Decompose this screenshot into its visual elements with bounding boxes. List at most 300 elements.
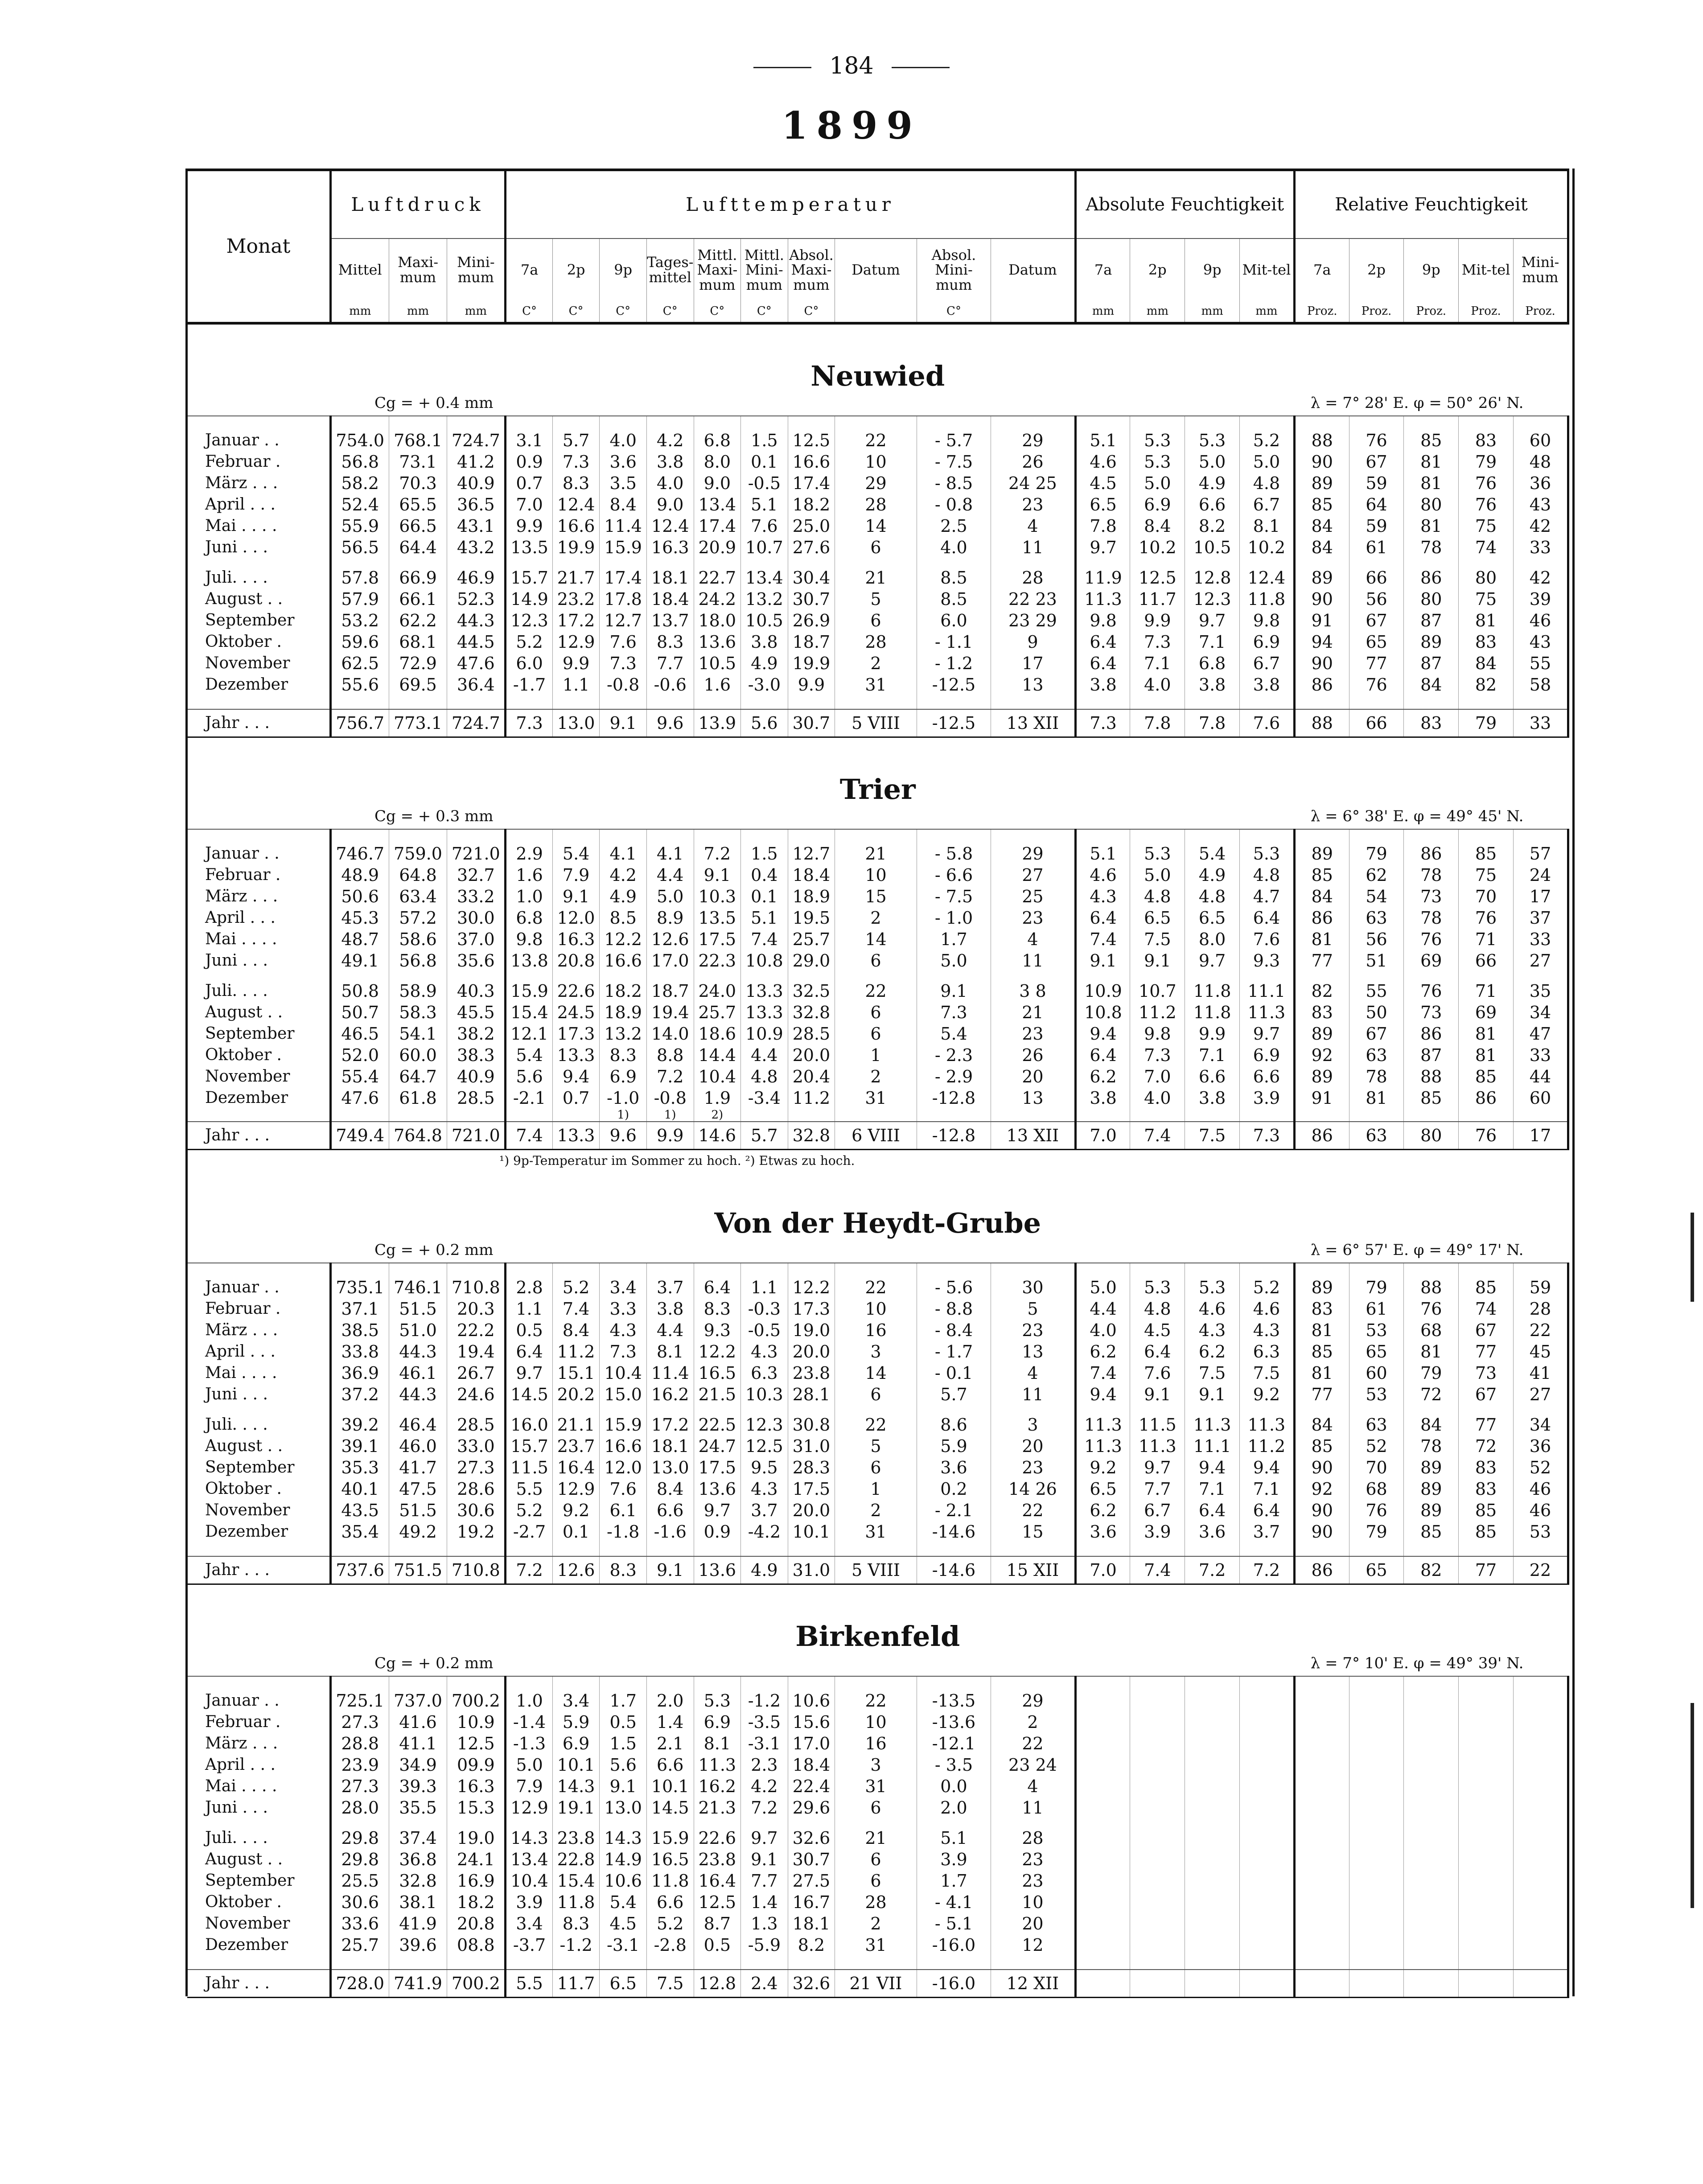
data-cell: 7.4 bbox=[506, 1122, 553, 1150]
data-cell: 4.2 bbox=[600, 864, 647, 886]
data-cell: 9.6 bbox=[646, 709, 694, 737]
data-cell: 51.0 bbox=[389, 1320, 447, 1341]
spacer-cell bbox=[1240, 695, 1295, 709]
data-cell: 11.9 bbox=[1075, 567, 1130, 588]
data-cell: 7.5 bbox=[1185, 1362, 1240, 1384]
spacer-cell bbox=[694, 1956, 741, 1970]
data-cell: 18.6 bbox=[694, 1023, 741, 1045]
data-cell: 17.5 bbox=[694, 1457, 741, 1478]
data-cell: 28.0 bbox=[330, 1797, 389, 1818]
data-cell: 9.1 bbox=[1130, 1384, 1185, 1405]
data-cell: 19.0 bbox=[788, 1320, 835, 1341]
data-cell: -1.7 bbox=[506, 674, 553, 695]
data-cell: 9.1 bbox=[1075, 950, 1130, 971]
month-label: April . . . bbox=[187, 1341, 330, 1362]
data-cell: 81 bbox=[1349, 1087, 1404, 1109]
data-cell: 65 bbox=[1349, 1556, 1404, 1584]
spacer-cell bbox=[917, 1405, 991, 1414]
data-cell: 9.1 bbox=[600, 1776, 647, 1797]
data-cell: - 8.8 bbox=[917, 1298, 991, 1320]
footnote-mark-cell bbox=[835, 1109, 917, 1122]
data-cell: 46.5 bbox=[330, 1023, 389, 1045]
data-cell: 81 bbox=[1294, 1320, 1349, 1341]
data-cell bbox=[1240, 1827, 1295, 1849]
data-cell: 58.3 bbox=[389, 1002, 447, 1023]
spacer-cell bbox=[788, 1405, 835, 1414]
data-cell: 35.3 bbox=[330, 1457, 389, 1478]
spacer-cell bbox=[1349, 416, 1404, 430]
data-cell: 12.2 bbox=[694, 1341, 741, 1362]
data-cell: 15.7 bbox=[506, 1435, 553, 1457]
data-cell: 8.3 bbox=[600, 1045, 647, 1066]
data-cell: 5.0 bbox=[1185, 451, 1240, 473]
data-cell bbox=[1459, 1711, 1514, 1733]
column-unit: C° bbox=[788, 301, 835, 323]
data-cell bbox=[1459, 1913, 1514, 1934]
data-cell: 10.1 bbox=[552, 1754, 600, 1776]
spacer-cell bbox=[1075, 695, 1130, 709]
spacer-cell bbox=[1130, 1405, 1185, 1414]
spacer-cell bbox=[1185, 1818, 1240, 1827]
spacer-cell bbox=[1404, 1956, 1459, 1970]
data-cell: - 1.0 bbox=[917, 907, 991, 929]
data-cell bbox=[1240, 1711, 1295, 1733]
table-row bbox=[187, 950, 1568, 971]
column-header: Datum bbox=[835, 239, 917, 301]
data-cell: 0.1 bbox=[741, 451, 788, 473]
data-cell: 3.7 bbox=[741, 1500, 788, 1521]
data-cell: 56.8 bbox=[330, 451, 389, 473]
data-cell: 24.6 bbox=[447, 1384, 506, 1405]
data-cell: 5.7 bbox=[741, 1122, 788, 1150]
spacer-row bbox=[187, 1405, 1568, 1414]
spacer-cell bbox=[741, 416, 788, 430]
data-cell: 4.2 bbox=[646, 430, 694, 451]
data-cell bbox=[1075, 1797, 1130, 1818]
data-cell bbox=[1185, 1849, 1240, 1870]
data-cell: 52.3 bbox=[447, 588, 506, 610]
data-cell: 0.1 bbox=[552, 1521, 600, 1542]
data-cell: 12.2 bbox=[788, 1277, 835, 1298]
spacer-cell bbox=[917, 971, 991, 980]
data-cell: 36.4 bbox=[447, 674, 506, 695]
data-cell: 66.9 bbox=[389, 567, 447, 588]
data-cell: 66.5 bbox=[389, 515, 447, 537]
data-cell: 80 bbox=[1459, 567, 1514, 588]
data-cell: 4.8 bbox=[1130, 886, 1185, 907]
column-unit: Proz. bbox=[1459, 301, 1514, 323]
data-cell: 55 bbox=[1513, 653, 1568, 674]
data-cell bbox=[1130, 1849, 1185, 1870]
data-cell: 9.0 bbox=[646, 494, 694, 515]
spacer-cell bbox=[1459, 558, 1514, 567]
data-cell: 14.3 bbox=[506, 1827, 553, 1849]
spacer-cell bbox=[600, 416, 647, 430]
data-cell: 56 bbox=[1349, 588, 1404, 610]
data-cell: 17.8 bbox=[600, 588, 647, 610]
data-cell: 63 bbox=[1349, 907, 1404, 929]
spacer-cell bbox=[1404, 971, 1459, 980]
spacer-cell bbox=[1075, 1263, 1130, 1277]
spacer-cell bbox=[835, 416, 917, 430]
spacer-cell bbox=[835, 1405, 917, 1414]
data-cell: 62 bbox=[1349, 864, 1404, 886]
data-cell bbox=[1075, 1733, 1130, 1754]
data-cell: 6 bbox=[835, 610, 917, 631]
data-cell bbox=[1294, 1970, 1349, 1998]
spacer-row bbox=[187, 1956, 1568, 1970]
spacer-cell bbox=[1404, 416, 1459, 430]
data-cell: 13 XII bbox=[991, 1122, 1075, 1150]
data-cell: 37.1 bbox=[330, 1298, 389, 1320]
column-unit: Proz. bbox=[1404, 301, 1459, 323]
spacer-cell bbox=[1185, 558, 1240, 567]
spacer-cell bbox=[187, 558, 330, 567]
data-cell: 4.0 bbox=[1075, 1320, 1130, 1341]
data-cell: 85 bbox=[1294, 864, 1349, 886]
data-cell: 0.4 bbox=[741, 864, 788, 886]
data-cell: 5.1 bbox=[1075, 843, 1130, 864]
data-cell: 27.3 bbox=[330, 1711, 389, 1733]
data-cell: 48.9 bbox=[330, 864, 389, 886]
data-cell: 7.6 bbox=[741, 515, 788, 537]
data-cell: 721.0 bbox=[447, 1122, 506, 1150]
data-cell: 64.8 bbox=[389, 864, 447, 886]
month-label: März . . . bbox=[187, 1733, 330, 1754]
data-cell bbox=[1513, 1827, 1568, 1849]
data-cell: 7.3 bbox=[1130, 631, 1185, 653]
data-cell: 7.1 bbox=[1185, 1045, 1240, 1066]
spacer-cell bbox=[552, 1405, 600, 1414]
year-row bbox=[187, 1122, 1568, 1150]
spacer-cell bbox=[646, 1676, 694, 1690]
month-label: Januar . . bbox=[187, 843, 330, 864]
data-cell: 83 bbox=[1294, 1002, 1349, 1023]
data-cell: 46 bbox=[1513, 1478, 1568, 1500]
data-cell: 4.1 bbox=[646, 843, 694, 864]
spacer-cell bbox=[506, 695, 553, 709]
data-cell: 14.3 bbox=[552, 1776, 600, 1797]
data-cell: 1.9 bbox=[694, 1087, 741, 1109]
data-cell bbox=[1130, 1733, 1185, 1754]
spacer-cell bbox=[1130, 1263, 1185, 1277]
spacer-cell bbox=[330, 1263, 389, 1277]
data-cell: 14 bbox=[835, 1362, 917, 1384]
data-cell: 5.4 bbox=[600, 1892, 647, 1913]
data-cell: 6.5 bbox=[1130, 907, 1185, 929]
table-row bbox=[187, 1320, 1568, 1341]
data-cell: 11.8 bbox=[1185, 980, 1240, 1002]
data-cell: 23 bbox=[991, 1457, 1075, 1478]
data-cell bbox=[1513, 1754, 1568, 1776]
data-cell bbox=[1075, 1776, 1130, 1797]
data-cell: 8.5 bbox=[600, 907, 647, 929]
data-cell: 38.2 bbox=[447, 1023, 506, 1045]
data-cell: 32.8 bbox=[389, 1870, 447, 1892]
data-cell: 4.0 bbox=[1130, 1087, 1185, 1109]
data-cell: 9.9 bbox=[1130, 610, 1185, 631]
data-cell: 47.6 bbox=[330, 1087, 389, 1109]
data-cell bbox=[1459, 1827, 1514, 1849]
data-cell: 15.9 bbox=[600, 537, 647, 558]
data-cell: 34 bbox=[1513, 1002, 1568, 1023]
table-row bbox=[187, 1023, 1568, 1045]
table-row bbox=[187, 430, 1568, 451]
data-cell: 9.1 bbox=[600, 709, 647, 737]
data-cell: 31.0 bbox=[788, 1556, 835, 1584]
data-cell: 9.4 bbox=[1185, 1457, 1240, 1478]
data-cell: 5.3 bbox=[1130, 843, 1185, 864]
data-cell: 1 bbox=[835, 1478, 917, 1500]
data-cell: 33.0 bbox=[447, 1435, 506, 1457]
month-label: Februar . bbox=[187, 864, 330, 886]
data-cell: 1.6 bbox=[506, 864, 553, 886]
month-label: Juni . . . bbox=[187, 950, 330, 971]
data-cell: 46.0 bbox=[389, 1435, 447, 1457]
data-cell: - 5.6 bbox=[917, 1277, 991, 1298]
column-unit: C° bbox=[646, 301, 694, 323]
data-cell: 66 bbox=[1349, 709, 1404, 737]
column-unit: mm bbox=[1240, 301, 1295, 323]
data-cell: 4 bbox=[991, 929, 1075, 950]
data-cell: 88 bbox=[1294, 709, 1349, 737]
data-cell: 10.2 bbox=[1130, 537, 1185, 558]
station-correction: Cg = + 0.3 mm bbox=[187, 800, 917, 829]
data-cell: -14.6 bbox=[917, 1521, 991, 1542]
data-cell: 84 bbox=[1404, 674, 1459, 695]
data-cell: 16 bbox=[835, 1733, 917, 1754]
spacer-cell bbox=[1513, 1956, 1568, 1970]
data-cell: 80 bbox=[1404, 588, 1459, 610]
data-cell: 4.3 bbox=[1185, 1320, 1240, 1341]
data-cell: 17.5 bbox=[694, 929, 741, 950]
data-cell: 15.4 bbox=[552, 1870, 600, 1892]
month-label: Jahr . . . bbox=[187, 1556, 330, 1584]
spacer-cell bbox=[552, 971, 600, 980]
spacer-cell bbox=[788, 971, 835, 980]
spacer-cell bbox=[1513, 1405, 1568, 1414]
spacer-cell bbox=[506, 1676, 553, 1690]
data-cell: 7.5 bbox=[1240, 1362, 1295, 1384]
data-cell: 25.7 bbox=[788, 929, 835, 950]
spacer-cell bbox=[600, 971, 647, 980]
data-cell: 84 bbox=[1294, 1414, 1349, 1435]
data-cell: 16.9 bbox=[447, 1870, 506, 1892]
spacer-cell bbox=[835, 695, 917, 709]
data-cell: 29 bbox=[991, 430, 1075, 451]
data-cell: 7.0 bbox=[1075, 1122, 1130, 1150]
spacer-cell bbox=[1075, 1956, 1130, 1970]
data-cell bbox=[1404, 1797, 1459, 1818]
spacer-cell bbox=[646, 1956, 694, 1970]
data-cell bbox=[1513, 1776, 1568, 1797]
data-cell: 89 bbox=[1294, 843, 1349, 864]
month-label: August . . bbox=[187, 1435, 330, 1457]
table-row bbox=[187, 1435, 1568, 1457]
data-cell: 10 bbox=[835, 1298, 917, 1320]
data-cell: 13.4 bbox=[694, 494, 741, 515]
data-cell: 46.4 bbox=[389, 1414, 447, 1435]
spacer-cell bbox=[917, 1818, 991, 1827]
data-cell: 24.7 bbox=[694, 1435, 741, 1457]
data-cell: 3.8 bbox=[1240, 674, 1295, 695]
data-cell: 14 26 bbox=[991, 1478, 1075, 1500]
data-cell: 1.5 bbox=[600, 1733, 647, 1754]
spacer-row bbox=[187, 829, 1568, 843]
spacer-cell bbox=[741, 1818, 788, 1827]
data-cell: 85 bbox=[1294, 1341, 1349, 1362]
data-cell: 29 bbox=[835, 473, 917, 494]
data-cell: 88 bbox=[1404, 1066, 1459, 1087]
data-cell: 724.7 bbox=[447, 709, 506, 737]
spacer-cell bbox=[1185, 1676, 1240, 1690]
station-name: Trier bbox=[839, 773, 916, 806]
data-cell: 6.6 bbox=[646, 1892, 694, 1913]
spacer-cell bbox=[917, 1542, 991, 1556]
spacer-cell bbox=[1185, 1542, 1240, 1556]
data-cell: -2.8 bbox=[646, 1934, 694, 1956]
data-cell: 8.1 bbox=[646, 1341, 694, 1362]
spacer-cell bbox=[552, 416, 600, 430]
data-cell: 6.6 bbox=[1185, 1066, 1240, 1087]
spacer-cell bbox=[1185, 971, 1240, 980]
climate-table bbox=[187, 169, 1569, 1998]
data-cell: 72 bbox=[1404, 1384, 1459, 1405]
spacer-cell bbox=[694, 695, 741, 709]
data-cell: 66 bbox=[1459, 950, 1514, 971]
footnote-mark-row bbox=[187, 1109, 1568, 1122]
spacer-cell bbox=[600, 695, 647, 709]
data-cell: 22.5 bbox=[694, 1414, 741, 1435]
data-cell: 5 bbox=[991, 1298, 1075, 1320]
table-row bbox=[187, 886, 1568, 907]
spacer-cell bbox=[600, 829, 647, 843]
data-cell: 21 bbox=[991, 1002, 1075, 1023]
data-cell: 10.6 bbox=[600, 1870, 647, 1892]
data-cell: 22 bbox=[1513, 1556, 1568, 1584]
data-cell: 5.0 bbox=[1075, 1277, 1130, 1298]
data-cell: 11.5 bbox=[506, 1457, 553, 1478]
station-correction: Cg = + 0.2 mm bbox=[187, 1234, 917, 1263]
data-cell: 7.0 bbox=[1130, 1066, 1185, 1087]
spacer-cell bbox=[389, 1818, 447, 1827]
data-cell: 12 XII bbox=[991, 1970, 1075, 1998]
month-label: Juni . . . bbox=[187, 1797, 330, 1818]
data-cell: -0.6 bbox=[646, 674, 694, 695]
spacer-cell bbox=[506, 416, 553, 430]
data-cell: 19.1 bbox=[552, 1797, 600, 1818]
data-cell: 26 bbox=[991, 1045, 1075, 1066]
data-cell: 7.1 bbox=[1130, 653, 1185, 674]
data-cell: 32.6 bbox=[788, 1827, 835, 1849]
data-cell: 7.3 bbox=[600, 653, 647, 674]
data-cell: 11.2 bbox=[552, 1341, 600, 1362]
data-cell: 6.1 bbox=[600, 1500, 647, 1521]
data-cell: 92 bbox=[1294, 1045, 1349, 1066]
data-cell: 23 bbox=[991, 1849, 1075, 1870]
data-cell: -3.5 bbox=[741, 1711, 788, 1733]
data-cell: 6.4 bbox=[694, 1277, 741, 1298]
data-cell: 32.8 bbox=[788, 1002, 835, 1023]
data-cell: 8.4 bbox=[646, 1478, 694, 1500]
footnote-mark-cell bbox=[330, 1109, 389, 1122]
data-cell: -5.9 bbox=[741, 1934, 788, 1956]
data-cell: 85 bbox=[1294, 1435, 1349, 1457]
data-cell: 0.5 bbox=[600, 1711, 647, 1733]
data-cell: 69 bbox=[1459, 1002, 1514, 1023]
data-cell: 36 bbox=[1513, 473, 1568, 494]
data-cell: 57.9 bbox=[330, 588, 389, 610]
data-cell: 5.6 bbox=[506, 1066, 553, 1087]
data-cell: 751.5 bbox=[389, 1556, 447, 1584]
data-cell: 16.6 bbox=[552, 515, 600, 537]
spacer-cell bbox=[389, 1542, 447, 1556]
data-cell: 8.3 bbox=[646, 631, 694, 653]
climate-table-container bbox=[187, 169, 1569, 1998]
data-cell: 9.8 bbox=[1075, 610, 1130, 631]
data-cell: 11.8 bbox=[646, 1870, 694, 1892]
spacer-cell bbox=[506, 1542, 553, 1556]
spacer-cell bbox=[835, 558, 917, 567]
data-cell: 81 bbox=[1459, 610, 1514, 631]
spacer-cell bbox=[694, 416, 741, 430]
data-cell: 73.1 bbox=[389, 451, 447, 473]
data-cell: 12.0 bbox=[600, 1457, 647, 1478]
data-cell: 11.2 bbox=[1240, 1435, 1295, 1457]
data-cell: 7.9 bbox=[506, 1776, 553, 1797]
data-cell: 22 bbox=[835, 980, 917, 1002]
data-cell: 88 bbox=[1404, 1277, 1459, 1298]
data-cell bbox=[1185, 1733, 1240, 1754]
data-cell: 737.0 bbox=[389, 1690, 447, 1711]
spacer-cell bbox=[1240, 416, 1295, 430]
data-cell: - 0.1 bbox=[917, 1362, 991, 1384]
data-cell: 6.4 bbox=[1240, 907, 1295, 929]
data-cell: 7.3 bbox=[1240, 1122, 1295, 1150]
data-cell: 7.4 bbox=[741, 929, 788, 950]
data-cell: 79 bbox=[1459, 709, 1514, 737]
data-cell: 6.0 bbox=[506, 653, 553, 674]
spacer-cell bbox=[1349, 971, 1404, 980]
data-cell: 6.3 bbox=[1240, 1341, 1295, 1362]
spacer-cell bbox=[1513, 1263, 1568, 1277]
data-cell bbox=[1075, 1913, 1130, 1934]
data-cell: 6.5 bbox=[1185, 907, 1240, 929]
footnote-mark-cell: 1) bbox=[600, 1109, 647, 1122]
data-cell: 88 bbox=[1294, 430, 1349, 451]
month-label: Januar . . bbox=[187, 1690, 330, 1711]
data-cell: 39.6 bbox=[389, 1934, 447, 1956]
data-cell: - 2.9 bbox=[917, 1066, 991, 1087]
month-label: April . . . bbox=[187, 907, 330, 929]
data-cell: 8.7 bbox=[694, 1913, 741, 1934]
data-cell bbox=[1130, 1870, 1185, 1892]
spacer-cell bbox=[330, 558, 389, 567]
data-cell: 9.7 bbox=[741, 1827, 788, 1849]
data-cell: 11.1 bbox=[1240, 980, 1295, 1002]
data-cell: 9.4 bbox=[1075, 1023, 1130, 1045]
data-cell bbox=[1513, 1849, 1568, 1870]
data-cell: 5.4 bbox=[917, 1023, 991, 1045]
data-cell bbox=[1349, 1690, 1404, 1711]
data-cell: 31.0 bbox=[788, 1435, 835, 1457]
column-header: Mit-tel bbox=[1240, 239, 1295, 301]
spacer-cell bbox=[1294, 1956, 1349, 1970]
month-label: September bbox=[187, 610, 330, 631]
spacer-cell bbox=[1513, 971, 1568, 980]
data-cell bbox=[1185, 1711, 1240, 1733]
data-cell: 1.6 bbox=[694, 674, 741, 695]
